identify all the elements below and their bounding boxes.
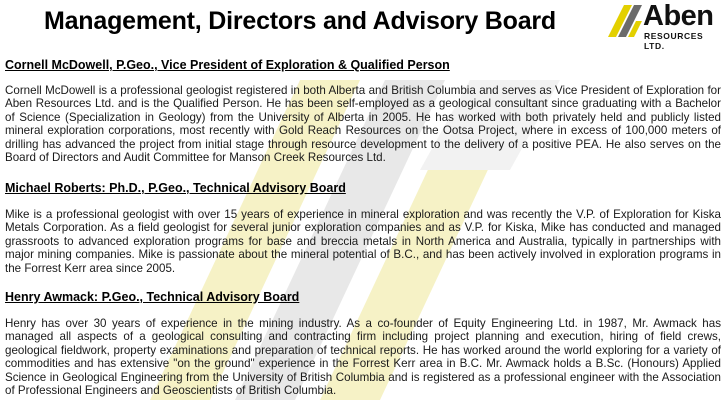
- logo-subtitle: RESOURCES LTD.: [644, 31, 704, 51]
- logo-name: Aben: [643, 0, 714, 32]
- person-heading-roberts: Michael Roberts: Ph.D., P.Geo., Technical Advisory Board: [5, 181, 346, 195]
- aben-chevron-icon: [608, 3, 642, 39]
- person-bio-awmack: Henry has over 30 years of experience in the mining industry. As a co-founder of Equity Engineering Ltd. in 1987, Mr. Awmack has managed all aspects of a geological consulting and contracting firm including project planning and execution, hiring of field crews, geological fieldwork, property examinations and preparation of technical reports. He has worked around the world exploring for a variety of commodities and has extensive "on the ground" experience in the Forrest Kerr area in B.C. Mr. Awmack holds a B.Sc. (Honours) Applied Science in Geological Engineering from the University of British Columbia and is registered as a professional engineer with the Association of Professional Engineers and Geoscientists of British Columbia.: [5, 317, 721, 398]
- person-bio-roberts: Mike is a professional geologist with over 15 years of experience in mineral exploration and was recently the V.P. of Exploration for Kiska Metals Corporation. As a field geologist for several junior exploration companies and as V.P. for Kiska, Mike has conducted and managed grassroots to advanced exploration programs for base and breccia metals in North America and Australia, typically in partnerships with major mining companies. Mike is passionate about the mineral potential of B.C., and has been actively involved in exploration programs in the Forrest Kerr area since 2005.: [5, 208, 721, 275]
- company-logo: [608, 0, 723, 51]
- person-bio-mcdowell: Cornell McDowell is a professional geologist registered in both Alberta and British Columbia and serves as Vice President of Exploration for Aben Resources Ltd. and is the Qualified Person. He has been self-employed as a geological consultant since graduating with a Bachelor of Science (Specialization in Geology) from the University of Alberta in 2005. He has worked with both privately held and publicly listed mineral exploration corporations, most recently with Gold Reach Resources on the Ootsa Project, where in excess of 100,000 meters of drilling has advanced the project from initial stage through resource development to the delivery of a positive PEA. He also serves on the Board of Directors and Audit Committee for Manson Creek Resources Ltd.: [5, 84, 721, 165]
- page-title: Management, Directors and Advisory Board: [43, 7, 557, 35]
- person-heading-awmack: Henry Awmack: P.Geo., Technical Advisory Board: [5, 290, 300, 304]
- person-heading-mcdowell: Cornell McDowell, P.Geo., Vice President of Exploration & Qualified Person: [5, 58, 450, 72]
